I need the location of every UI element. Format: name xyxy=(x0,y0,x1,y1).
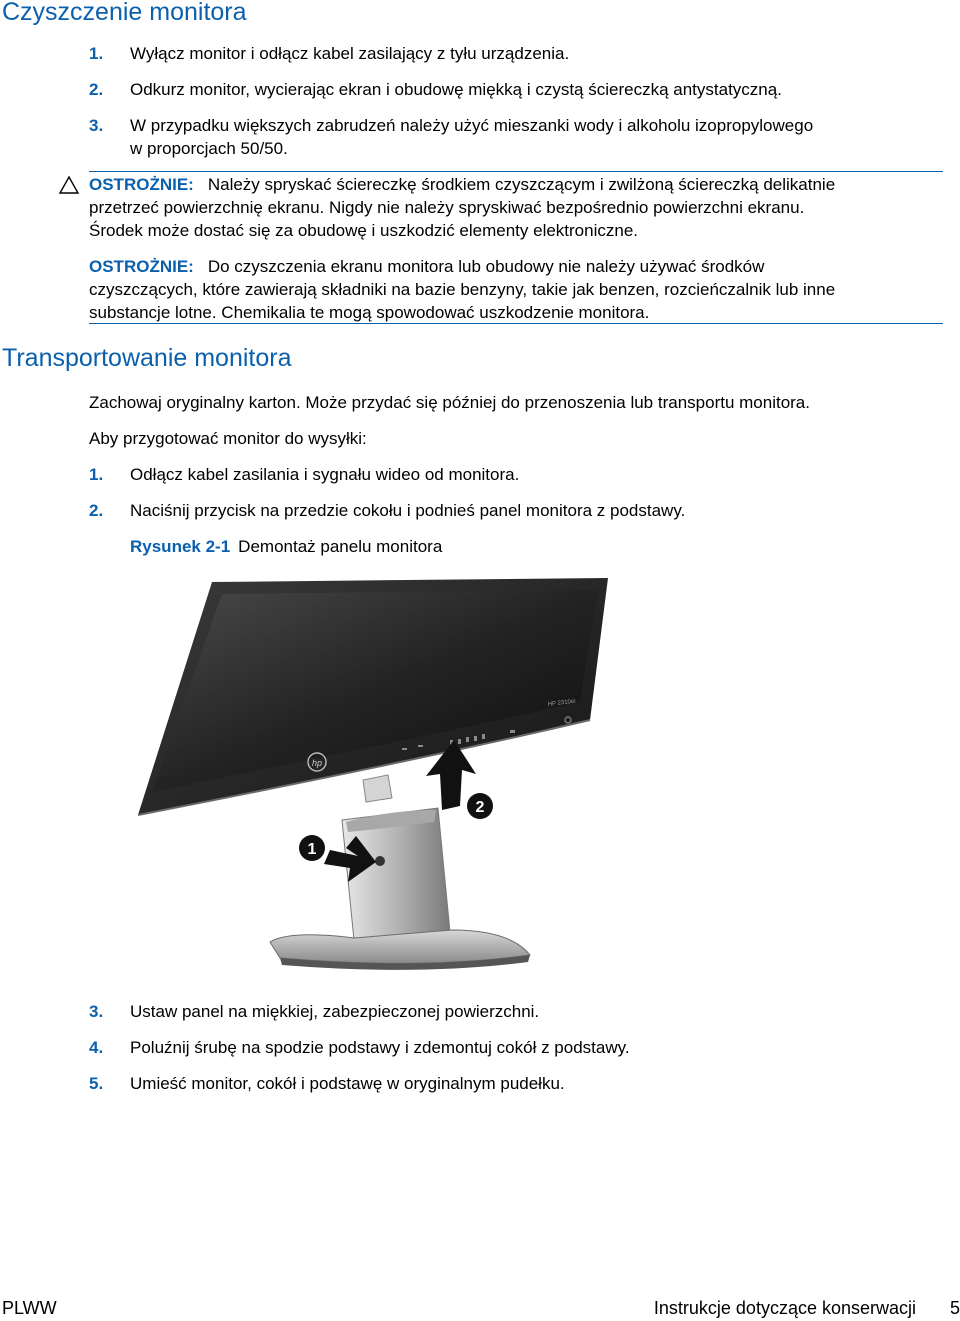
stand-base xyxy=(270,930,530,963)
paragraph: Aby przygotować monitor do wysyłki: xyxy=(89,429,367,448)
model-label: HP 2310ei xyxy=(547,698,576,708)
footer-page-number: 5 xyxy=(949,1298,960,1318)
step-text: Ustaw panel na miękkiej, zabezpieczonej powierzchni. xyxy=(130,1002,540,1021)
screw-icon xyxy=(375,856,385,866)
caution-2-first-line xyxy=(89,255,940,278)
step-text: Wyłącz monitor i odłącz kabel zasilający z tyłu urządzenia. xyxy=(130,44,570,63)
footer-doc-code: PLWW xyxy=(2,1298,57,1318)
step-text: Naciśnij przycisk na przedzie cokołu i podnieś panel monitora z podstawy. xyxy=(130,501,686,520)
caution-top-rule xyxy=(89,171,943,172)
step-number: 2. xyxy=(89,80,104,99)
footer-section-title: Instrukcje dotyczące konserwacji xyxy=(653,1298,916,1318)
monitor-connector xyxy=(363,775,392,802)
callout-2-text: 2 xyxy=(475,799,485,816)
figure-caption xyxy=(130,535,442,558)
caution-label: OSTROŻNIE: xyxy=(89,175,194,194)
paragraph: Zachowaj oryginalny karton. Może przydać się później do przenoszenia lub transportu monitora. xyxy=(89,393,810,412)
caution-text: czyszczących, które zawierają składniki na bazie benzyny, takie jak benzen, rozcieńczalnik lub inne xyxy=(89,280,836,299)
figure-caption-text: Demontaż panelu monitora xyxy=(238,537,443,556)
callout-1-text: 1 xyxy=(307,841,317,858)
step-text: W przypadku większych zabrudzeń należy użyć mieszanki wody i alkoholu izopropylowego xyxy=(130,116,814,135)
caution-text: Środek może dostać się za obudowę i uszkodzić elementy elektroniczne. xyxy=(89,221,639,240)
caution-text: przetrzeć powierzchnię ekranu. Nigdy nie należy spryskiwać bezpośrednio powierzchni ekranu. xyxy=(89,198,805,217)
section-title: Transportowanie monitora xyxy=(2,344,292,372)
step-number: 1. xyxy=(89,465,104,484)
caution-triangle-icon xyxy=(58,175,80,195)
step-number: 4. xyxy=(89,1038,104,1057)
caution-text: substancje lotne. Chemikalia te mogą spowodować uszkodzenie monitora. xyxy=(89,303,650,322)
step-text-continued: w proporcjach 50/50. xyxy=(130,139,288,158)
caution-label: OSTROŻNIE: xyxy=(89,257,194,276)
step-number: 5. xyxy=(89,1074,104,1093)
page-title: Czyszczenie monitora xyxy=(2,0,247,26)
figure-label: Rysunek 2-1 xyxy=(130,537,231,556)
caution-text: Należy spryskać ściereczkę środkiem czyszczącym i zwilżoną ściereczką delikatnie xyxy=(207,175,836,194)
caution-text: Do czyszczenia ekranu monitora lub obudowy nie należy używać środków xyxy=(207,257,765,276)
step-number: 1. xyxy=(89,44,104,63)
step-number: 3. xyxy=(89,1002,104,1021)
caution-1-first-line xyxy=(89,173,940,196)
step-text: Odłącz kabel zasilania i sygnału wideo od monitora. xyxy=(130,465,520,484)
caution-bottom-rule xyxy=(89,323,943,324)
monitor-removal-illustration xyxy=(120,570,620,975)
step-number: 3. xyxy=(89,116,104,135)
hp-logo-text: hp xyxy=(311,758,323,768)
step-text: Odkurz monitor, wycierając ekran i obudowę miękką i czystą ściereczką antystatyczną. xyxy=(130,80,782,99)
step-number: 2. xyxy=(89,501,104,520)
step-text: Poluźnij śrubę na spodzie podstawy i zdemontuj cokół z podstawy. xyxy=(130,1038,630,1057)
step-text: Umieść monitor, cokół i podstawę w oryginalnym pudełku. xyxy=(130,1074,565,1093)
